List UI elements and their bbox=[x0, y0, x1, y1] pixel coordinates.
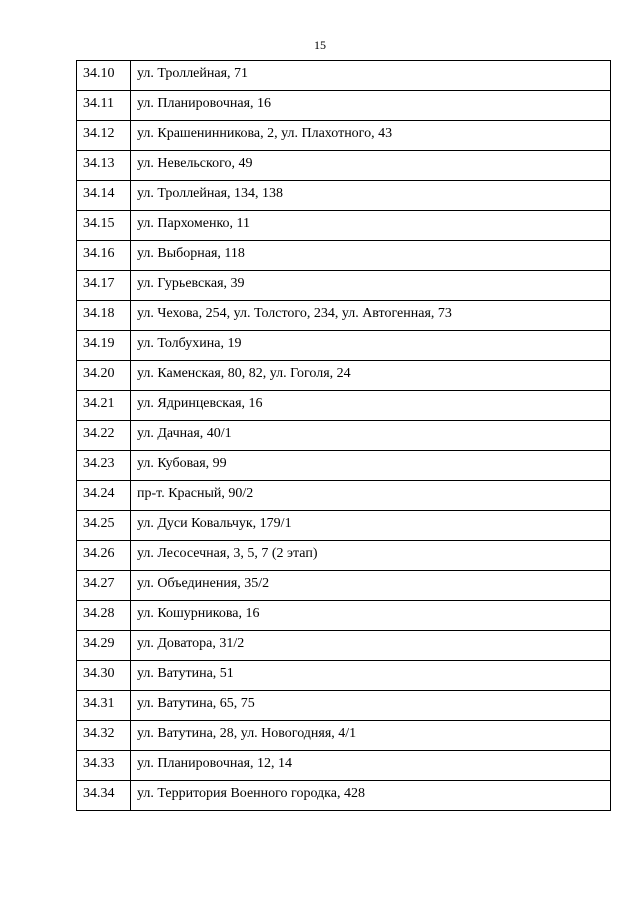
address-cell: ул. Невельского, 49 bbox=[131, 151, 611, 181]
table-row bbox=[77, 361, 611, 391]
table-row bbox=[77, 781, 611, 811]
address-cell: ул. Кошурникова, 16 bbox=[131, 601, 611, 631]
address-cell: ул. Лесосечная, 3, 5, 7 (2 этап) bbox=[131, 541, 611, 571]
table-row bbox=[77, 151, 611, 181]
address-cell: ул. Дачная, 40/1 bbox=[131, 421, 611, 451]
table-row bbox=[77, 451, 611, 481]
table-row bbox=[77, 541, 611, 571]
row-number-cell: 34.24 bbox=[77, 481, 131, 511]
address-cell: ул. Троллейная, 134, 138 bbox=[131, 181, 611, 211]
table-row bbox=[77, 331, 611, 361]
row-number-cell: 34.19 bbox=[77, 331, 131, 361]
row-number-cell: 34.18 bbox=[77, 301, 131, 331]
row-number-cell: 34.30 bbox=[77, 661, 131, 691]
table-row bbox=[77, 241, 611, 271]
table-row bbox=[77, 631, 611, 661]
table-row bbox=[77, 721, 611, 751]
address-cell: ул. Доватора, 31/2 bbox=[131, 631, 611, 661]
address-cell: ул. Крашенинникова, 2, ул. Плахотного, 43 bbox=[131, 121, 611, 151]
table-row bbox=[77, 571, 611, 601]
table-row bbox=[77, 61, 611, 91]
row-number-cell: 34.34 bbox=[77, 781, 131, 811]
address-cell: ул. Выборная, 118 bbox=[131, 241, 611, 271]
address-cell: ул. Троллейная, 71 bbox=[131, 61, 611, 91]
address-cell: ул. Территория Военного городка, 428 bbox=[131, 781, 611, 811]
row-number-cell: 34.29 bbox=[77, 631, 131, 661]
address-cell: ул. Дуси Ковальчук, 179/1 bbox=[131, 511, 611, 541]
table-row bbox=[77, 751, 611, 781]
row-number-cell: 34.17 bbox=[77, 271, 131, 301]
row-number-cell: 34.33 bbox=[77, 751, 131, 781]
address-cell: ул. Кубовая, 99 bbox=[131, 451, 611, 481]
address-cell: ул. Гурьевская, 39 bbox=[131, 271, 611, 301]
row-number-cell: 34.25 bbox=[77, 511, 131, 541]
table-row bbox=[77, 301, 611, 331]
address-cell: ул. Пархоменко, 11 bbox=[131, 211, 611, 241]
table-row bbox=[77, 601, 611, 631]
row-number-cell: 34.12 bbox=[77, 121, 131, 151]
address-cell: ул. Чехова, 254, ул. Толстого, 234, ул. Автогенная, 73 bbox=[131, 301, 611, 331]
row-number-cell: 34.27 bbox=[77, 571, 131, 601]
address-cell: ул. Планировочная, 12, 14 bbox=[131, 751, 611, 781]
address-table bbox=[76, 60, 611, 811]
table-row bbox=[77, 211, 611, 241]
row-number-cell: 34.16 bbox=[77, 241, 131, 271]
row-number-cell: 34.13 bbox=[77, 151, 131, 181]
row-number-cell: 34.14 bbox=[77, 181, 131, 211]
table-row bbox=[77, 421, 611, 451]
address-cell: ул. Ватутина, 51 bbox=[131, 661, 611, 691]
row-number-cell: 34.15 bbox=[77, 211, 131, 241]
address-cell: ул. Ватутина, 65, 75 bbox=[131, 691, 611, 721]
row-number-cell: 34.32 bbox=[77, 721, 131, 751]
address-cell: ул. Каменская, 80, 82, ул. Гоголя, 24 bbox=[131, 361, 611, 391]
row-number-cell: 34.11 bbox=[77, 91, 131, 121]
address-cell: ул. Ватутина, 28, ул. Новогодняя, 4/1 bbox=[131, 721, 611, 751]
table-row bbox=[77, 511, 611, 541]
address-cell: ул. Объединения, 35/2 bbox=[131, 571, 611, 601]
address-cell: ул. Толбухина, 19 bbox=[131, 331, 611, 361]
row-number-cell: 34.31 bbox=[77, 691, 131, 721]
row-number-cell: 34.22 bbox=[77, 421, 131, 451]
page-number: 15 bbox=[314, 38, 326, 52]
row-number-cell: 34.28 bbox=[77, 601, 131, 631]
row-number-cell: 34.21 bbox=[77, 391, 131, 421]
table-row bbox=[77, 481, 611, 511]
address-cell: ул. Ядринцевская, 16 bbox=[131, 391, 611, 421]
row-number-cell: 34.10 bbox=[77, 61, 131, 91]
address-cell: ул. Планировочная, 16 bbox=[131, 91, 611, 121]
row-number-cell: 34.23 bbox=[77, 451, 131, 481]
table-row bbox=[77, 271, 611, 301]
table-row bbox=[77, 181, 611, 211]
address-table-body bbox=[77, 61, 611, 811]
table-row bbox=[77, 661, 611, 691]
table-row bbox=[77, 121, 611, 151]
row-number-cell: 34.20 bbox=[77, 361, 131, 391]
table-row bbox=[77, 691, 611, 721]
table-row bbox=[77, 91, 611, 121]
row-number-cell: 34.26 bbox=[77, 541, 131, 571]
address-cell: пр-т. Красный, 90/2 bbox=[131, 481, 611, 511]
table-row bbox=[77, 391, 611, 421]
